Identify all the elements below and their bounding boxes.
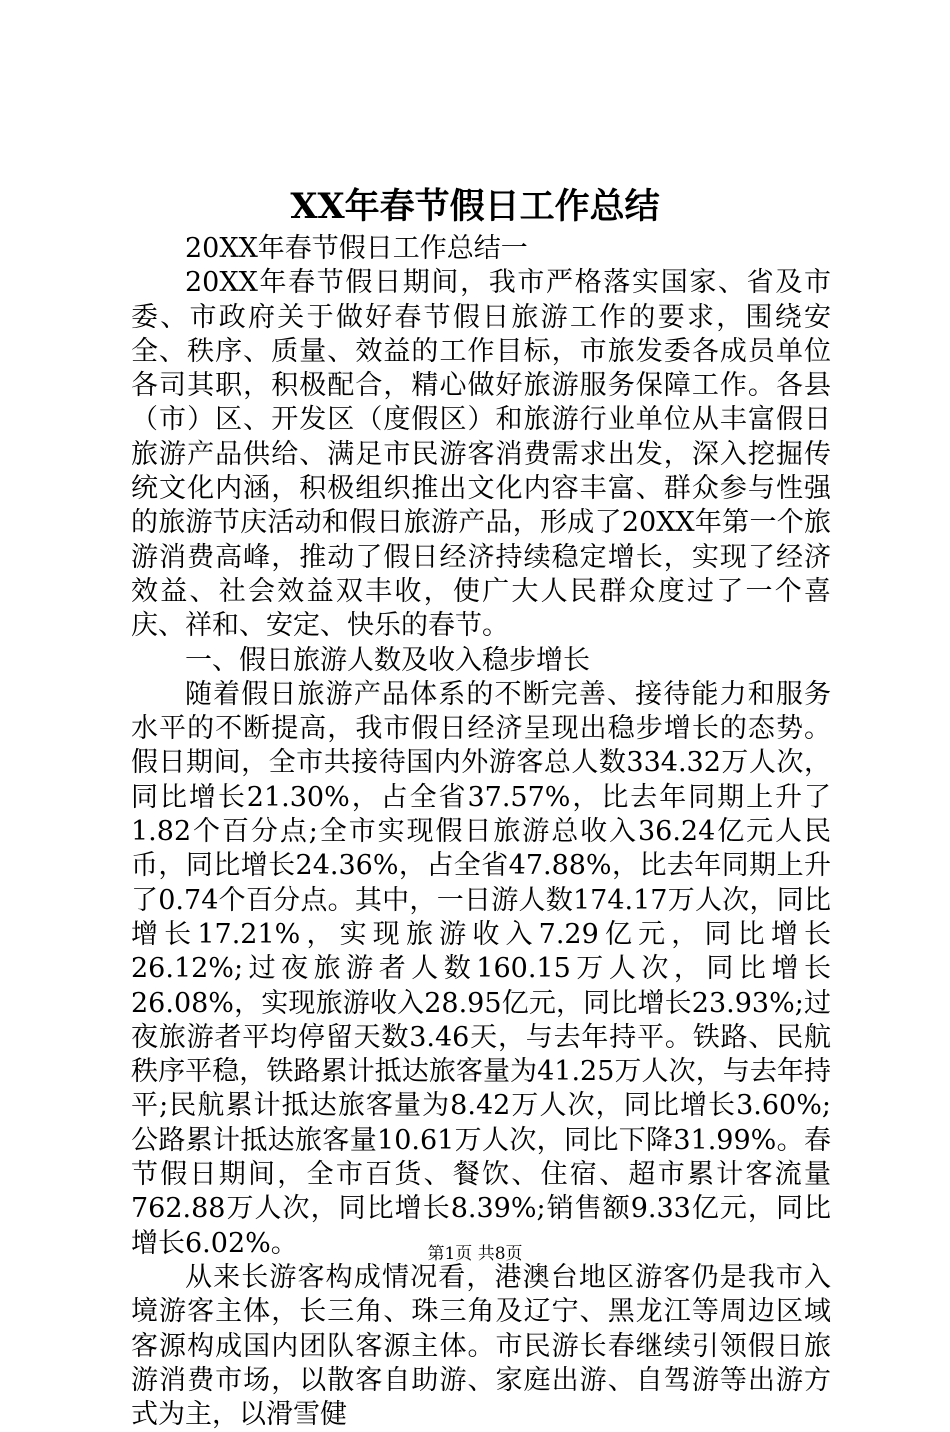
document-title: XX年春节假日工作总结 <box>290 186 660 227</box>
body-paragraph: 随着假日旅游产品体系的不断完善、接待能力和服务水平的不断提高，我市假日经济呈现出稳步增长的态势。假日期间，全市共接待国内外游客总人数334.32万人次，同比增长21.30%，占全省37.57%，比去年同期上升了1.82个百分点;全市实现假日旅游总收入36.24亿元人民币，同比增长24.36%，占全省47.88%，比去年同期上升了0.74个百分点。其中，一日游人数174.17万人次，同比增长17.21%，实现旅游收入7.29亿元，同比增长26.12%;过夜旅游者人数160.15万人次，同比增长26.08%，实现旅游收入28.95亿元，同比增长23.93%;过夜旅游者平均停留天数3.46天，与去年持平。铁路、民航秩序平稳，铁路累计抵达旅客量为41.25万人次，与去年持平;民航累计抵达旅客量为8.42万人次，同比增长3.60%;公路累计抵达旅客量10.61万人次，同比下降31.99%。春节假日期间，全市百货、餐饮、住宿、超市累计客流量762.88万人次，同比增长8.39%;销售额9.33亿元，同比增长6.02%。 <box>131 678 831 1259</box>
body-paragraph: 20XX年春节假日期间，我市严格落实国家、省及市委、市政府关于做好春节假日旅游工作的要求，围绕安全、秩序、质量、效益的工作目标，市旅发委各成员单位各司其职，积极配合，精心做好旅游服务保障工作。各县（市）区、开发区（度假区）和旅游行业单位从丰富假日旅游产品供给、满足市民游客消费需求出发，深入挖掘传统文化内涵，积极组织推出文化内容丰富、群众参与性强的旅游节庆活动和假日旅游产品，形成了20XX年第一个旅游消费高峰，推动了假日经济持续稳定增长，实现了经济效益、社会效益双丰收，使广大人民群众度过了一个喜庆、祥和、安定、快乐的春节。 <box>131 267 831 642</box>
subsection-heading: 一、假日旅游人数及收入稳步增长 <box>185 644 590 676</box>
section-heading: 20XX年春节假日工作总结一 <box>185 233 528 264</box>
page-footer: 第1页 共8页 <box>427 1244 523 1264</box>
body-paragraph: 从来长游客构成情况看，港澳台地区游客仍是我市入境游客主体，长三角、珠三角及辽宁、黑龙江等周边区域客源构成国内团队客源主体。市民游长春继续引领假日旅游消费市场，以散客自助游、家庭出游、自驾游等出游方式为主，以滑雪健 <box>131 1261 831 1431</box>
